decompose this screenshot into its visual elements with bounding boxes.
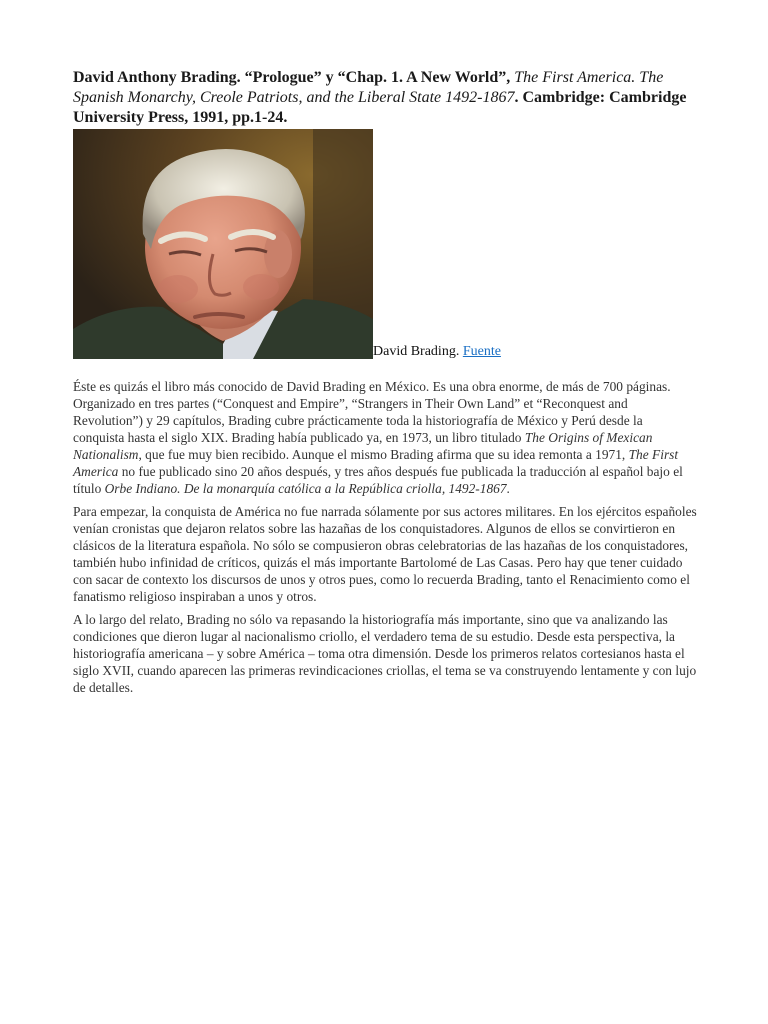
photo-caption [373, 344, 501, 360]
citation-author: David Anthony Brading. “Prologue” y “Chap. 1. A New World”, [73, 69, 515, 86]
author-photo [73, 129, 373, 359]
document-page [73, 68, 697, 696]
caption-text: David Brading. [373, 344, 463, 359]
book-title: The First America. The Spanish Monarchy, Creole Patriots, and the Liberal State 1492-1867 [73, 69, 664, 106]
paragraph-1-text-d: . [506, 481, 510, 496]
citation-publisher: Cambridge: Cambridge University Press, 1991, pp.1-24. [73, 89, 687, 126]
paragraph-1 [73, 378, 697, 497]
citation-heading [73, 68, 697, 128]
source-link[interactable]: Fuente [462, 344, 501, 359]
title-first-america: The First America [73, 447, 679, 479]
paragraph-1-text-b: , que fue muy bien recibido. Aunque el mismo Brading afirma que su idea remonta a 1971, [138, 447, 629, 462]
author-figure [73, 129, 697, 359]
paragraph-1-text-c: no fue publicado sino 20 años después, y tres años después fue publicada la traducción al español bajo el título [73, 464, 683, 496]
paragraph-3: A lo largo del relato, Brading no sólo va repasando la historiografía más importante, sino que va analizando las condiciones que dieron lugar al nacionalismo criollo, el verdadero tema de su estudio. Desde esta perspectiva, la historiografía americana – y sobre América – toma otra dimensión. Desde los primeros relatos cortesianos hasta el siglo XVII, cuando aparecen las primeras revindicaciones criollas, el tema se va construyendo lentamente y con lujo de detalles. [73, 612, 697, 695]
citation-separator: . [514, 89, 523, 106]
title-orbe-indiano: Orbe Indiano. De la monarquía católica a la República criolla, 1492-1867 [104, 481, 507, 496]
title-origins-mexican-nationalism: The Origins of Mexican Nationalism [73, 430, 653, 462]
paragraph-1-text-a: Éste es quizás el libro más conocido de David Brading en México. Es una obra enorme, de más de 700 páginas. Organizado en tres partes (“Conquest and Empire”, “Strangers in Their Own Land” et “Reconquest and Revolution”) y 29 capítulos, Brading cubre prácticamente toda la historiografía de México y Perú desde la conquista hasta el siglo XIX. Brading había publicado ya, en 1973, un libro titulado [73, 379, 671, 445]
paragraph-2: Para empezar, la conquista de América no fue narrada sólamente por sus actores militares. En los ejércitos españoles venían cronistas que dejaron relatos sobre las hazañas de los conquistadores. Algunos de ellos se convirtieron en clásicos de la literatura española. No sólo se compusieron obras celebratorias de las hazañas de los conquistadores, también hubo infinidad de críticos, quizás el más importante Bartolomé de Las Casas. Pero hay que tener cuidado con sacar de contexto los discursos de unos y otros pues, como lo recuerda Brading, tanto el Renacimiento como el fanatismo religioso inspiraban a unos y otros. [73, 504, 697, 604]
